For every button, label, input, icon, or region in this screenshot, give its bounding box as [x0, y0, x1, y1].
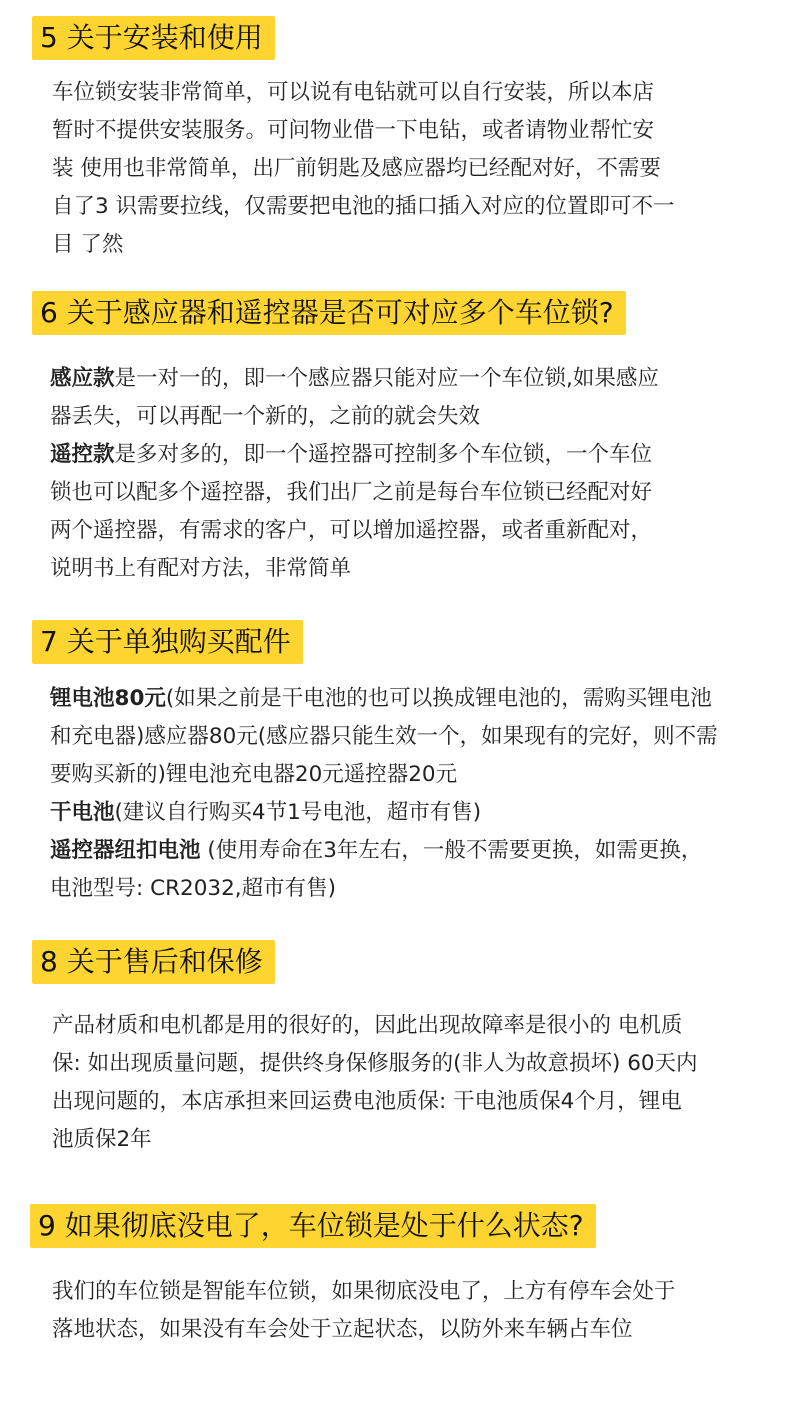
section-5-line-1: 车位锁安装非常简单，可以说有电钻就可以自行安装，所以本店	[52, 80, 655, 105]
section-6-body	[50, 360, 659, 588]
section-7-line-4	[50, 794, 718, 832]
section-7-heading: 7 关于单独购买配件	[32, 620, 303, 664]
section-8-line-3: 出现问题的，本店承担来回运费电池质保: 干电池质保4个月，锂电	[52, 1089, 682, 1114]
section-7-line-2: 和充电器)感应器80元(感应器只能生效一个，如果现有的完好，则不需	[50, 724, 718, 749]
section-6-line-4: 锁也可以配多个遥控器，我们出厂之前是每台车位锁已经配对好	[50, 480, 653, 505]
section-6-line-2: 器丢失，可以再配一个新的，之前的就会失效	[50, 404, 481, 429]
section-8-line-4: 池质保2年	[52, 1127, 152, 1152]
section-9-body	[52, 1273, 676, 1349]
section-5-line-4: 自了3 识需要拉线，仅需要把电池的插口插入对应的位置即可不一	[52, 194, 675, 219]
section-7-line-1	[50, 680, 718, 718]
dry-battery-text: (建议自行购买4节1号电池，超市有售)	[114, 800, 482, 825]
dry-battery-label: 干电池	[50, 800, 115, 825]
lithium-battery-label: 锂电池80元	[50, 686, 166, 711]
section-8-line-1: 产品材质和电机都是用的很好的，因此出现故障率是很小的 电机质	[52, 1013, 683, 1038]
sensor-model-text: 是一对一的，即一个感应器只能对应一个车位锁,如果感应	[114, 366, 659, 391]
remote-model-label: 遥控款	[50, 442, 115, 467]
section-5-line-5: 目 了然	[52, 232, 124, 257]
coin-battery-label: 遥控器纽扣电池	[50, 838, 201, 863]
section-6-line-5: 两个遥控器，有需求的客户，可以增加遥控器，或者重新配对，	[50, 518, 653, 543]
remote-model-text: 是多对多的，即一个遥控器可控制多个车位锁，一个车位	[114, 442, 653, 467]
sensor-model-label: 感应款	[50, 366, 115, 391]
section-6-line-1	[50, 360, 659, 398]
section-9-heading: 9 如果彻底没电了，车位锁是处于什么状态?	[30, 1204, 596, 1248]
section-5-body	[52, 74, 675, 264]
section-7-body	[50, 680, 718, 908]
section-7-line-3: 要购买新的)锂电池充电器20元遥控器20元	[50, 762, 458, 787]
section-9-line-1: 我们的车位锁是智能车位锁，如果彻底没电了，上方有停车会处于	[52, 1279, 676, 1304]
section-5-line-3: 装 使用也非常简单，出厂前钥匙及感应器均已经配对好，不需要	[52, 156, 661, 181]
section-7-line-5	[50, 832, 718, 870]
lithium-battery-text: (如果之前是干电池的也可以换成锂电池的，需购买锂电池	[165, 686, 712, 711]
section-6-line-3	[50, 436, 659, 474]
section-5-heading: 5 关于安装和使用	[32, 16, 275, 60]
section-8-body	[52, 1007, 698, 1159]
section-6-line-6: 说明书上有配对方法，非常简单	[50, 556, 352, 581]
coin-battery-text: (使用寿命在3年左右，一般不需要更换，如需更换，	[200, 838, 703, 863]
section-8-line-2: 保: 如出现质量问题，提供终身保修服务的(非人为故意损坏) 60天内	[52, 1051, 698, 1076]
section-8-heading: 8 关于售后和保修	[32, 940, 275, 984]
section-9-line-2: 落地状态，如果没有车会处于立起状态，以防外来车辆占车位	[52, 1317, 633, 1342]
section-6-heading: 6 关于感应器和遥控器是否可对应多个车位锁?	[32, 291, 626, 335]
section-5-line-2: 暂时不提供安装服务。可问物业借一下电钻，或者请物业帮忙安	[52, 118, 655, 143]
section-7-line-6: 电池型号: CR2032,超市有售)	[50, 876, 336, 901]
